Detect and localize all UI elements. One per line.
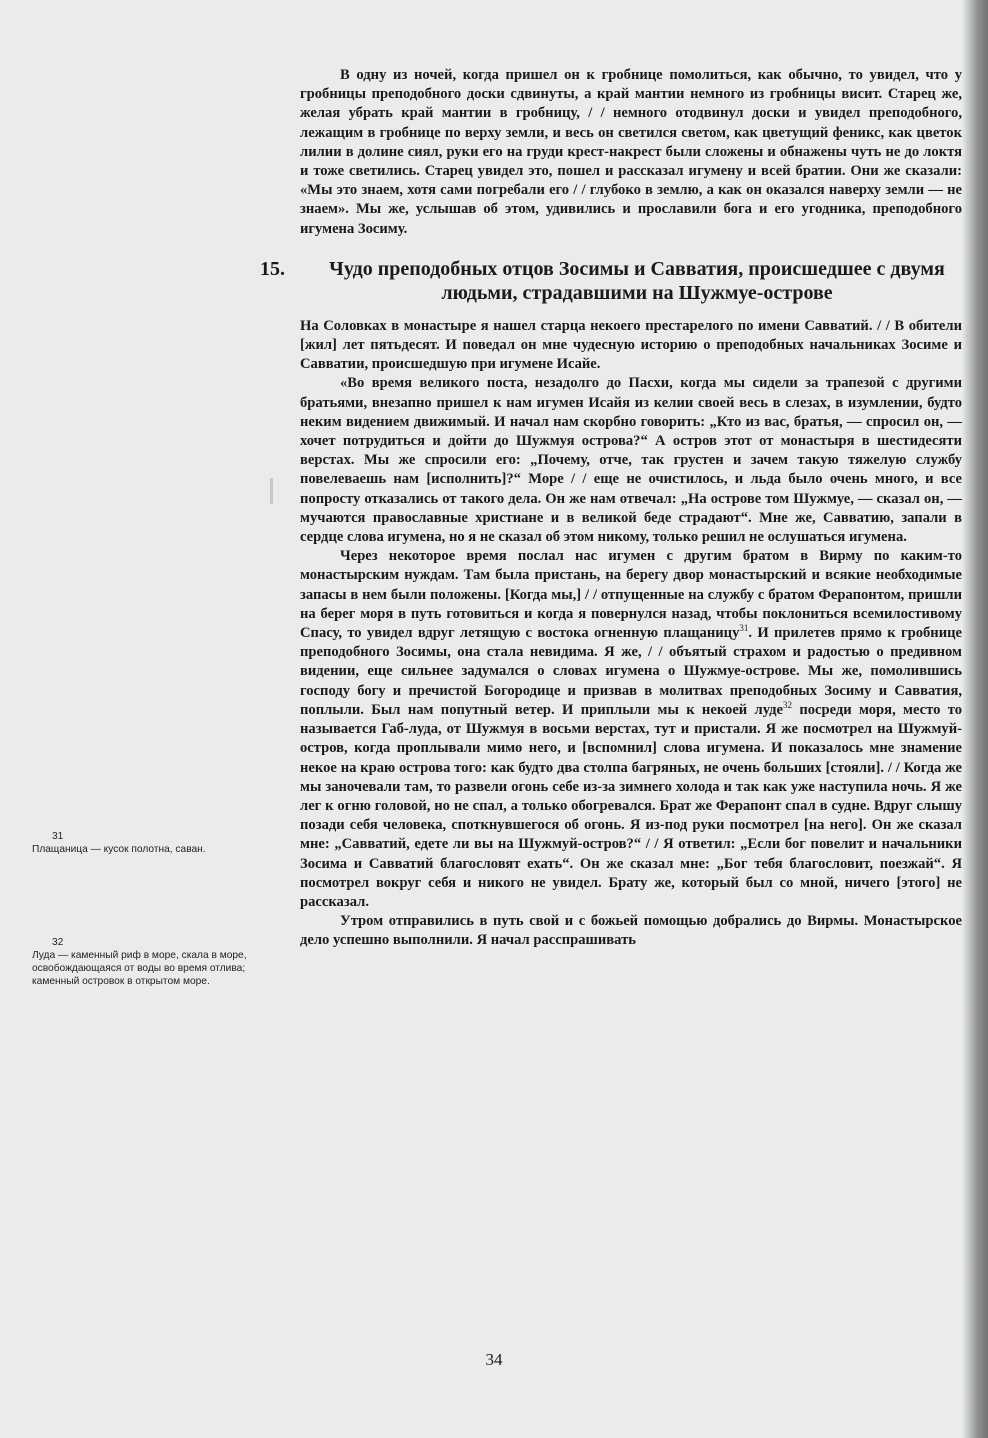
section-number: 15. — [260, 257, 285, 280]
footnote-number: 31 — [52, 831, 64, 842]
footnote-text: Плащаница — кусок полотна, саван. — [32, 844, 206, 855]
section-heading — [260, 257, 962, 305]
footnote-number: 32 — [52, 937, 64, 948]
footnote-31 — [32, 830, 260, 856]
paragraph: «Во время великого поста, незадолго до Пасхи, когда мы сидели за трапезой с другими братьями, внезапно пришел к нам игумен Исайя из келии своей весь в слезах, в изумлении, будто неким видением движимый. И начал нам скорбно говорить: „Кто из вас, братья, — спросил он, — хочет потрудиться и дойти до Шужмуя острова?“ А остров этот от монастыря в шестидесяти верстах. Мы же спросили его: „Почему, отче, так грустен и зачем такую тяжелую службу повелеваешь нам [исполнить]?“ Море / / еще не очистилось, и льда было очень много, и все попросту отказались от такого дела. Он же нам отвечал: „На острове том Шужмуе, — сказал он, — мучаются православные христиане и в великой беде страдают“. Мне же, Савватию, запали в сердце слова игумена, но я не сказал об этом никому, только решил не ослушаться игумена. — [300, 375, 962, 546]
paragraph: В одну из ночей, когда пришел он к гробнице помолиться, как обычно, то увидел, что у гробницы преподобного доски сдвинуты, а край мантии немного из гробницы висит. Старец же, желая убрать край мантии в гробницу, / / немного отодвинул доски и увидел преподобного, лежащим в гробнице по верху земли, и весь он светился светом, как цветущий феникс, как цветок лилии в долине сиял, руки его на груди крест-накрест были сложены и обнажены чуть не до локтя и тоже светились. Старец увидел это, пошел и рассказал игумену и всей братии. Они же сказали: «Мы это знаем, хотя сами погребали его / / глубоко в землю, а как он оказался наверху земли — не знаем». Мы же, услышав об этом, удивились и прославили бога и его угодника, преподобного игумена Зосиму. — [300, 67, 962, 237]
scan-mark — [270, 478, 273, 504]
paragraph — [300, 547, 962, 912]
footnote-32 — [32, 936, 260, 988]
page-edge-shadow — [962, 0, 988, 1438]
page-number: 34 — [485, 1350, 503, 1369]
paragraph: На Соловках в монастыре я нашел старца некоего престарелого по имени Савватий. / / В обители [жил] лет пятьдесят. И поведал он мне чудесную историю о преподобных начальниках Зосиме и Савватии, происшедшую при игумене Исайе. — [300, 317, 962, 373]
paragraph-text: . И прилетев прямо к гробнице преподобного Зосимы, она стала невидима. Я же, / / объятый страхом и радостью о предивном видении, еще сильнее задумался о словах игумена о Шужмуе-острове. Мы же, помолившись господу богу и пречистой Богородице и призвав в молитвах преподобных Зосиму и Савватия, поплыли. Был нам попутный ветер. И приплыли мы к некоей луде — [300, 625, 962, 718]
footnote-text: Луда — каменный риф в море, скала в море, освобождающаяся от воды во время отлива; каменный островок в открытом море. — [32, 950, 247, 987]
paragraph-text: Через некоторое время послал нас игумен с другим братом в Вирму по каким-то монастырским нуждам. Там была пристань, на берегу двор монастырский и всякие необходимые запасы в нем были положены. [Когда мы,] / / отпущенные на службу с братом Ферапонтом, пришли на берег моря в путь готовиться и когда я повернулся назад, чтобы поклониться всемилостивому Спасу, то увидел вдруг летящую с востока огненную плащаницу — [300, 548, 962, 642]
footnote-ref-32[interactable]: 32 — [782, 700, 792, 711]
section-title: Чудо преподобных отцов Зосимы и Савватия, происшедшее с двумя людьми, страдавшими на Шужмуе-острове — [329, 257, 945, 304]
main-text-column — [260, 66, 962, 951]
paragraph: Утром отправились в путь свой и с божьей помощью добрались до Вирмы. Монастырское дело успешно выполнили. Я начал расспрашивать — [300, 913, 962, 949]
paragraph-text: посреди моря, место то называется Габ-луда, от Шужмуя в восьми верстах, тут и пристали. Я же посмотрел на Шужмуй-остров, когда проплывали мимо него, и [вспомнил] слова игумена. И показалось мне знамение некое на краю острова того: как будто два столпа багряных, не очень больших [стояли]. / / Когда же мы заночевали там, то развели огонь себе из-за зимнего холода и так как уже наступила ночь. Я же лег к огню головой, но не спал, а только обогревался. Брат же Ферапонт спал в судне. Вдруг слышу позади себя человека, споткнувшегося об огонь. Я из-под руки посмотрел [на него]. Он же сказал мне: „Савватий, едете ли вы на Шужмуй-остров?“ / / Я ответил: „Если бог повелит и начальники Зосима и Савватий благословят ехать“. Он же сказал мне: „Бог тебя благословит, поезжай“. Я посмотрел вокруг себя и никого не увидел. Брату же, который был со мной, ничего [этого] не рассказал. — [300, 701, 962, 910]
footnote-ref-31[interactable]: 31 — [739, 623, 749, 634]
